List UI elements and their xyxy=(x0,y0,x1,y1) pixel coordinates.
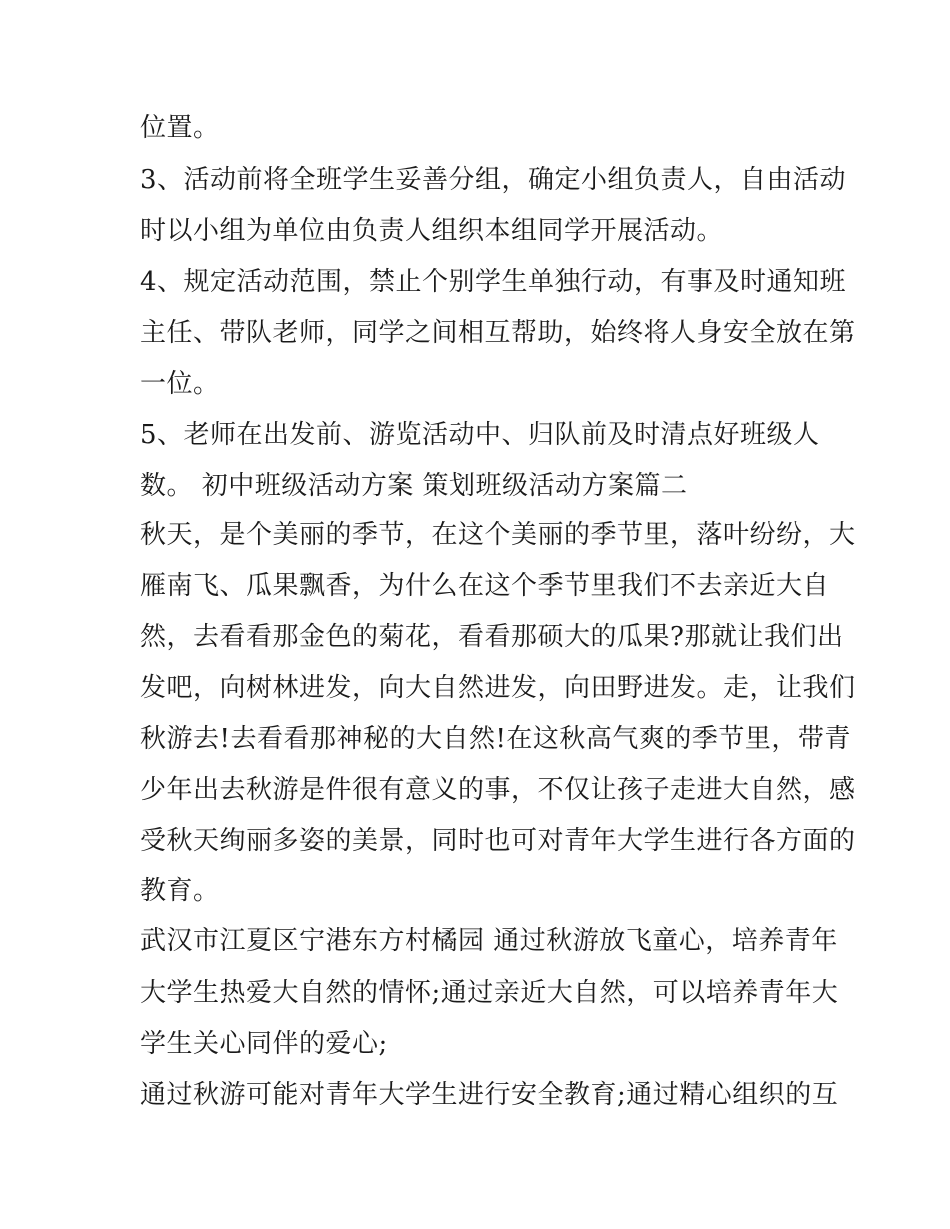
text-line: 一位。 xyxy=(140,369,220,399)
text-line: 少年出去秋游是件很有意义的事，不仅让孩子走进大自然，感 xyxy=(140,775,856,805)
text-line: 数。 初中班级活动方案 策划班级活动方案篇二 xyxy=(140,471,688,501)
text-line: 发吧，向树林进发，向大自然进发，向田野进发。走，让我们 xyxy=(140,673,856,703)
text-line: 4、规定活动范围，禁止个别学生单独行动，有事及时通知班 xyxy=(140,267,847,297)
text-line: 雁南飞、瓜果飘香，为什么在这个季节里我们不去亲近大自 xyxy=(140,571,830,601)
text-line: 时以小组为单位由负责人组织本组同学开展活动。 xyxy=(140,216,724,246)
text-line: 秋游去!去看看那神秘的大自然!在这秋高气爽的季节里，带青 xyxy=(140,724,851,754)
text-line: 通过秋游可能对青年大学生进行安全教育;通过精心组织的互 xyxy=(140,1080,839,1110)
text-line: 3、活动前将全班学生妥善分组，确定小组负责人，自由活动 xyxy=(140,165,847,195)
text-line: 学生关心同伴的爱心; xyxy=(140,1029,388,1059)
text-line: 5、老师在出发前、游览活动中、归队前及时清点好班级人 xyxy=(140,420,820,450)
text-line: 秋天，是个美丽的季节，在这个美丽的季节里，落叶纷纷，大 xyxy=(140,520,856,550)
text-line: 位置。 xyxy=(140,113,220,143)
text-line: 受秋天绚丽多姿的美景，同时也可对青年大学生进行各方面的 xyxy=(140,826,856,856)
text-line: 然，去看看那金色的菊花，看看那硕大的瓜果?那就让我们出 xyxy=(140,622,844,652)
text-line: 主任、带队老师，同学之间相互帮助，始终将人身安全放在第 xyxy=(140,318,856,348)
text-line: 大学生热爱大自然的情怀;通过亲近大自然，可以培养青年大 xyxy=(140,978,839,1008)
text-line: 武汉市江夏区宁港东方村橘园 通过秋游放飞童心，培养青年 xyxy=(140,926,838,956)
text-line: 教育。 xyxy=(140,876,220,906)
